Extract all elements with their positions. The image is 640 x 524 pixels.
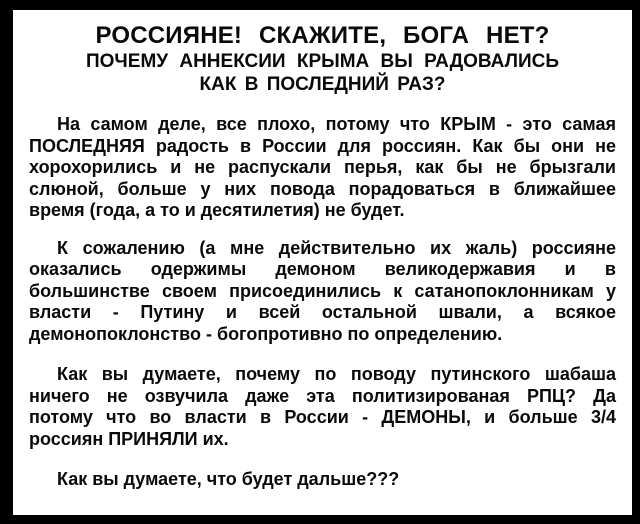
paragraph-line: потому что во власти в России - ДЕМОНЫ, и больше 3/4 (29, 407, 616, 427)
paragraph-line: Как вы думаете, почему по поводу путинского шабаша (57, 364, 616, 384)
paragraph-line: На самом деле, все плохо, потому что КРЫМ - это самая (57, 114, 616, 134)
headline-line-3: КАК В ПОСЛЕДНИЙ РАЗ? (199, 74, 446, 95)
headline-line-2: ПОЧЕМУ АННЕКСИИ КРЫМА ВЫ РАДОВАЛИСЬ (85, 51, 559, 72)
paragraph-line: демонопоклонство - богопротивно по определению. (29, 323, 503, 344)
paragraph-line: оказались одержимы демоном великодержавия и в (29, 259, 616, 279)
headline-line-1: РОССИЯНЕ! СКАЖИТЕ, БОГА НЕТ? (95, 22, 550, 49)
paragraph-line: время (года, а то и десятилетия) не будет. (29, 200, 405, 220)
document-page (13, 10, 632, 515)
paragraph-line: ничего не озвучила даже эта политизированая РПЦ? Да (29, 385, 616, 406)
paragraph-line: большинстве своем присоединились к сатанопоклонникам у (29, 280, 616, 301)
paragraph-line: россиян ПРИНЯЛИ их. (29, 428, 229, 449)
paragraph-2 (29, 238, 616, 346)
paragraph-4 (29, 469, 616, 491)
body-text (29, 114, 616, 491)
paragraph-line: власти - Путину и всей остальной швали, а всякое (29, 302, 616, 322)
paragraph-3 (29, 364, 616, 450)
paragraph-1 (29, 114, 616, 222)
paragraph-line: хорохорились и не распускали перья, как бы не брызгали (29, 157, 616, 177)
paragraph-line: К сожалению (а мне действительно их жаль) россияне (57, 237, 616, 258)
headline (13, 21, 632, 96)
paragraph-line: слюной, больше у них повода порадоваться в ближайшее (29, 178, 616, 199)
paragraph-line: Как вы думаете, что будет дальше??? (57, 469, 400, 489)
paragraph-line: ПОСЛЕДНЯЯ радость в России для россиян. Как бы они не (29, 135, 616, 156)
